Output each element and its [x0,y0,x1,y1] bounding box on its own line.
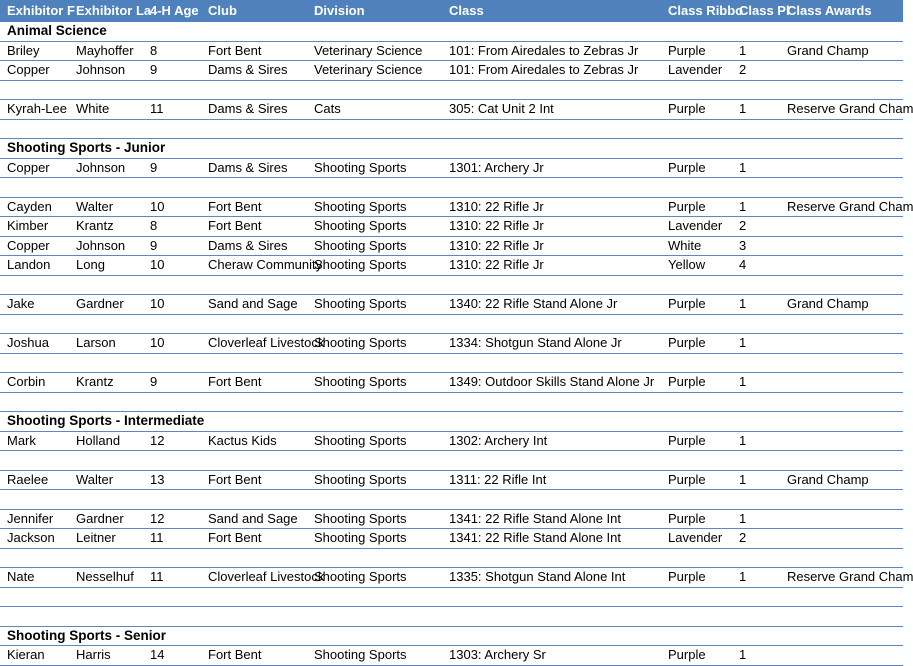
exhibitor-last-cell[interactable]: Long [76,257,105,272]
header-class-ribbon[interactable]: Class Ribbo [668,3,744,18]
placing-cell[interactable]: 1 [739,101,747,116]
age-cell[interactable]: 12 [150,510,165,526]
ribbon-cell[interactable]: Purple [668,101,706,116]
placing-cell[interactable]: 2 [739,218,747,233]
class-cell[interactable]: 305: Cat Unit 2 Int [449,101,554,116]
exhibitor-last-cell[interactable]: Krantz [76,218,114,233]
awards-cell[interactable] [785,61,910,80]
header-class-placing[interactable]: Class Pl [739,3,790,18]
placing-cell[interactable]: 2 [739,530,747,545]
table-row[interactable] [0,568,913,588]
class-cell[interactable]: 1340: 22 Rifle Stand Alone Jr [449,296,618,311]
age-cell[interactable]: 11 [150,101,164,116]
exhibitor-first-cell[interactable]: Copper [7,237,50,253]
table-row[interactable] [0,61,903,81]
awards-cell[interactable] [785,432,910,451]
exhibitor-first-cell[interactable]: Corbin [7,374,46,389]
age-cell[interactable]: 9 [150,237,158,253]
class-cell[interactable]: 1310: 22 Rifle Jr [449,198,544,214]
club-cell[interactable]: Fort Bent [208,471,262,487]
club-cell[interactable]: Kactus Kids [208,432,277,448]
division-cell[interactable]: Shooting Sports [314,218,407,233]
age-cell[interactable]: 10 [150,335,165,350]
placing-cell[interactable]: 1 [739,569,747,584]
table-row[interactable] [0,198,913,218]
awards-cell[interactable] [785,529,910,548]
header-club[interactable]: Club [208,3,237,18]
awards-cell[interactable] [785,256,910,275]
age-cell[interactable]: 9 [150,374,158,389]
table-row[interactable] [0,529,903,549]
age-cell[interactable]: 12 [150,432,165,448]
table-row[interactable] [0,159,903,179]
ribbon-cell[interactable]: Lavender [668,62,723,77]
table-row[interactable] [0,256,903,276]
class-cell[interactable]: 1341: 22 Rifle Stand Alone Int [449,530,622,545]
club-cell[interactable]: Dams & Sires [208,101,288,116]
age-cell[interactable]: 13 [150,471,165,487]
awards-cell[interactable] [785,217,910,236]
blank-row[interactable] [0,276,903,296]
club-cell[interactable]: Dams & Sires [208,159,288,175]
table-row[interactable] [0,334,903,354]
club-cell[interactable]: Fort Bent [208,374,262,389]
awards-cell[interactable]: Reserve Grand Cham [787,198,913,214]
section-title[interactable]: Shooting Sports - Senior [7,627,166,643]
placing-cell[interactable]: 1 [739,296,747,311]
ribbon-cell[interactable]: Lavender [668,530,723,545]
class-cell[interactable]: 1349: Outdoor Skills Stand Alone Jr [449,374,655,389]
exhibitor-last-cell[interactable]: Holland [76,432,121,448]
placing-cell[interactable]: 4 [739,257,747,272]
placing-cell[interactable]: 1 [739,335,747,350]
division-cell[interactable]: Shooting Sports [314,530,407,545]
age-cell[interactable]: 10 [150,257,165,272]
age-cell[interactable]: 8 [150,42,158,58]
ribbon-cell[interactable]: White [668,237,702,253]
awards-cell[interactable]: Reserve Grand Cham [787,569,913,584]
exhibitor-last-cell[interactable]: Larson [76,335,116,350]
blank-row[interactable] [0,451,903,471]
class-cell[interactable]: 1310: 22 Rifle Jr [449,237,544,253]
ribbon-cell[interactable]: Purple [668,510,706,526]
class-cell[interactable]: 1341: 22 Rifle Stand Alone Int [449,510,622,526]
ribbon-cell[interactable]: Purple [668,335,706,350]
exhibitor-first-cell[interactable]: Jake [7,296,35,311]
exhibitor-first-cell[interactable]: Kimber [7,218,49,233]
ribbon-cell[interactable]: Purple [668,296,706,311]
awards-cell[interactable] [785,159,910,178]
club-cell[interactable]: Fort Bent [208,647,262,662]
exhibitor-first-cell[interactable]: Nate [7,569,35,584]
section-row[interactable] [0,139,903,159]
division-cell[interactable]: Veterinary Science [314,62,423,77]
awards-cell[interactable] [785,334,910,353]
club-cell[interactable]: Fort Bent [208,42,262,58]
division-cell[interactable]: Shooting Sports [314,198,407,214]
division-cell[interactable]: Cats [314,101,341,116]
class-cell[interactable]: 1310: 22 Rifle Jr [449,257,544,272]
exhibitor-last-cell[interactable]: Johnson [76,62,126,77]
class-cell[interactable]: 1311: 22 Rifle Int [449,471,547,487]
class-cell[interactable]: 101: From Airedales to Zebras Jr [449,62,639,77]
exhibitor-last-cell[interactable]: Johnson [76,159,126,175]
placing-cell[interactable]: 1 [739,159,747,175]
club-cell[interactable]: Dams & Sires [208,237,288,253]
class-cell[interactable]: 101: From Airedales to Zebras Jr [449,42,639,58]
placing-cell[interactable]: 1 [739,510,747,526]
age-cell[interactable]: 11 [150,530,164,545]
division-cell[interactable]: Shooting Sports [314,510,407,526]
section-title[interactable]: Shooting Sports - Intermediate [7,413,205,428]
section-row[interactable] [0,412,903,432]
header-row [0,0,903,22]
ribbon-cell[interactable]: Purple [668,432,706,448]
blank-row[interactable] [0,549,903,569]
ribbon-cell[interactable]: Lavender [668,218,723,233]
blank-row[interactable] [0,178,903,198]
club-cell[interactable]: Fort Bent [208,218,262,233]
exhibitor-last-cell[interactable]: Johnson [76,237,126,253]
exhibitor-last-cell[interactable]: White [76,101,110,116]
ribbon-cell[interactable]: Purple [668,198,706,214]
exhibitor-first-cell[interactable]: Copper [7,159,50,175]
placing-cell[interactable]: 1 [739,42,747,58]
table-row[interactable] [0,471,903,491]
table-row[interactable] [0,373,903,393]
placing-cell[interactable]: 3 [739,237,747,253]
ribbon-cell[interactable]: Purple [668,647,706,662]
exhibitor-last-cell[interactable]: Walter [76,198,114,214]
exhibitor-first-cell[interactable]: Mark [7,432,36,448]
club-cell[interactable]: Cheraw Community [208,257,323,272]
header-class-awards[interactable]: Class Awards [787,3,872,18]
ribbon-cell[interactable]: Purple [668,471,706,487]
placing-cell[interactable]: 1 [739,471,747,487]
class-cell[interactable]: 1303: Archery Sr [449,647,546,662]
club-cell[interactable]: Cloverleaf Livestock [208,569,325,584]
class-cell[interactable]: 1301: Archery Jr [449,159,544,175]
awards-cell[interactable]: Grand Champ [787,296,869,311]
division-cell[interactable]: Shooting Sports [314,569,407,584]
class-cell[interactable]: 1302: Archery Int [449,432,548,448]
header-division[interactable]: Division [314,3,365,18]
club-cell[interactable]: Fort Bent [208,530,262,545]
header-exhibitor-last[interactable]: Exhibitor La [76,3,152,18]
ribbon-cell[interactable]: Purple [668,42,706,58]
awards-cell[interactable] [785,237,910,256]
table-body [0,22,913,666]
age-cell[interactable]: 10 [150,296,165,311]
table-row[interactable] [0,100,913,120]
club-cell[interactable]: Fort Bent [208,198,262,214]
placing-cell[interactable]: 2 [739,62,747,77]
awards-cell[interactable]: Grand Champ [787,471,869,487]
division-cell[interactable]: Shooting Sports [314,159,407,175]
table-row[interactable] [0,432,903,452]
placing-cell[interactable]: 1 [739,374,747,389]
section-row[interactable] [0,627,903,647]
exhibitor-last-cell[interactable]: Nesselhuf [76,569,134,584]
awards-cell[interactable]: Grand Champ [787,42,869,58]
exhibitor-first-cell[interactable]: Landon [7,257,51,272]
blank-row[interactable] [0,120,903,140]
exhibitor-last-cell[interactable]: Walter [76,471,114,487]
exhibitor-last-cell[interactable]: Gardner [76,510,124,526]
table-row[interactable] [0,217,903,237]
division-cell[interactable]: Shooting Sports [314,296,407,311]
header-class[interactable]: Class [449,3,484,18]
table-row[interactable] [0,42,903,62]
exhibitor-last-cell[interactable]: Krantz [76,374,114,389]
exhibitor-first-cell[interactable]: Joshua [7,335,49,350]
placing-cell[interactable]: 1 [739,432,747,448]
division-cell[interactable]: Veterinary Science [314,42,423,58]
division-cell[interactable]: Shooting Sports [314,335,407,350]
club-cell[interactable]: Dams & Sires [208,62,288,77]
exhibitor-first-cell[interactable]: Copper [7,62,50,77]
exhibitor-first-cell[interactable]: Kieran [7,647,45,662]
division-cell[interactable]: Shooting Sports [314,257,407,272]
table-row[interactable] [0,646,903,666]
exhibitor-first-cell[interactable]: Briley [7,42,40,58]
exhibitor-first-cell[interactable]: Jackson [7,530,55,545]
awards-cell[interactable] [785,646,910,665]
section-row[interactable] [0,22,903,42]
blank-row[interactable] [0,354,903,374]
ribbon-cell[interactable]: Purple [668,569,706,584]
exhibitor-first-cell[interactable]: Kyrah-Lee [7,101,67,116]
header-exhibitor-first[interactable]: Exhibitor F [7,3,75,18]
blank-row[interactable] [0,588,903,608]
exhibitor-first-cell[interactable]: Cayden [7,198,52,214]
blank-row[interactable] [0,490,903,510]
class-cell[interactable]: 1310: 22 Rifle Jr [449,218,544,233]
blank-row[interactable] [0,393,903,413]
club-cell[interactable]: Sand and Sage [208,510,298,526]
age-cell[interactable]: 11 [150,569,164,584]
awards-cell[interactable] [785,510,910,529]
blank-row[interactable] [0,607,903,627]
awards-cell[interactable]: Reserve Grand Cham [787,101,913,116]
awards-cell[interactable] [785,373,910,392]
division-cell[interactable]: Shooting Sports [314,374,407,389]
class-cell[interactable]: 1334: Shotgun Stand Alone Jr [449,335,622,350]
division-cell[interactable]: Shooting Sports [314,432,407,448]
ribbon-cell[interactable]: Yellow [668,257,706,272]
table-row[interactable] [0,237,903,257]
age-cell[interactable]: 8 [150,218,158,233]
age-cell[interactable]: 10 [150,198,165,214]
header-age[interactable]: 4-H Age [150,3,199,18]
club-cell[interactable]: Sand and Sage [208,296,298,311]
division-cell[interactable]: Shooting Sports [314,471,407,487]
age-cell[interactable]: 14 [150,647,165,662]
ribbon-cell[interactable]: Purple [668,374,706,389]
section-title[interactable]: Animal Science [7,23,107,38]
exhibitor-last-cell[interactable]: Gardner [76,296,124,311]
club-cell[interactable]: Cloverleaf Livestock [208,335,325,350]
class-cell[interactable]: 1335: Shotgun Stand Alone Int [449,569,626,584]
exhibitor-last-cell[interactable]: Mayhoffer [76,42,134,58]
division-cell[interactable]: Shooting Sports [314,237,407,253]
exhibitor-last-cell[interactable]: Harris [76,647,111,662]
section-title[interactable]: Shooting Sports - Junior [7,140,166,155]
exhibitor-first-cell[interactable]: Raelee [7,471,49,487]
table-row[interactable] [0,295,903,315]
blank-row[interactable] [0,81,903,101]
age-cell[interactable]: 9 [150,159,158,175]
blank-row[interactable] [0,315,903,335]
exhibitor-last-cell[interactable]: Leitner [76,530,116,545]
placing-cell[interactable]: 1 [739,647,747,662]
ribbon-cell[interactable]: Purple [668,159,706,175]
age-cell[interactable]: 9 [150,62,158,77]
table-row[interactable] [0,510,903,530]
exhibitor-first-cell[interactable]: Jennifer [7,510,54,526]
division-cell[interactable]: Shooting Sports [314,647,407,662]
placing-cell[interactable]: 1 [739,198,747,214]
